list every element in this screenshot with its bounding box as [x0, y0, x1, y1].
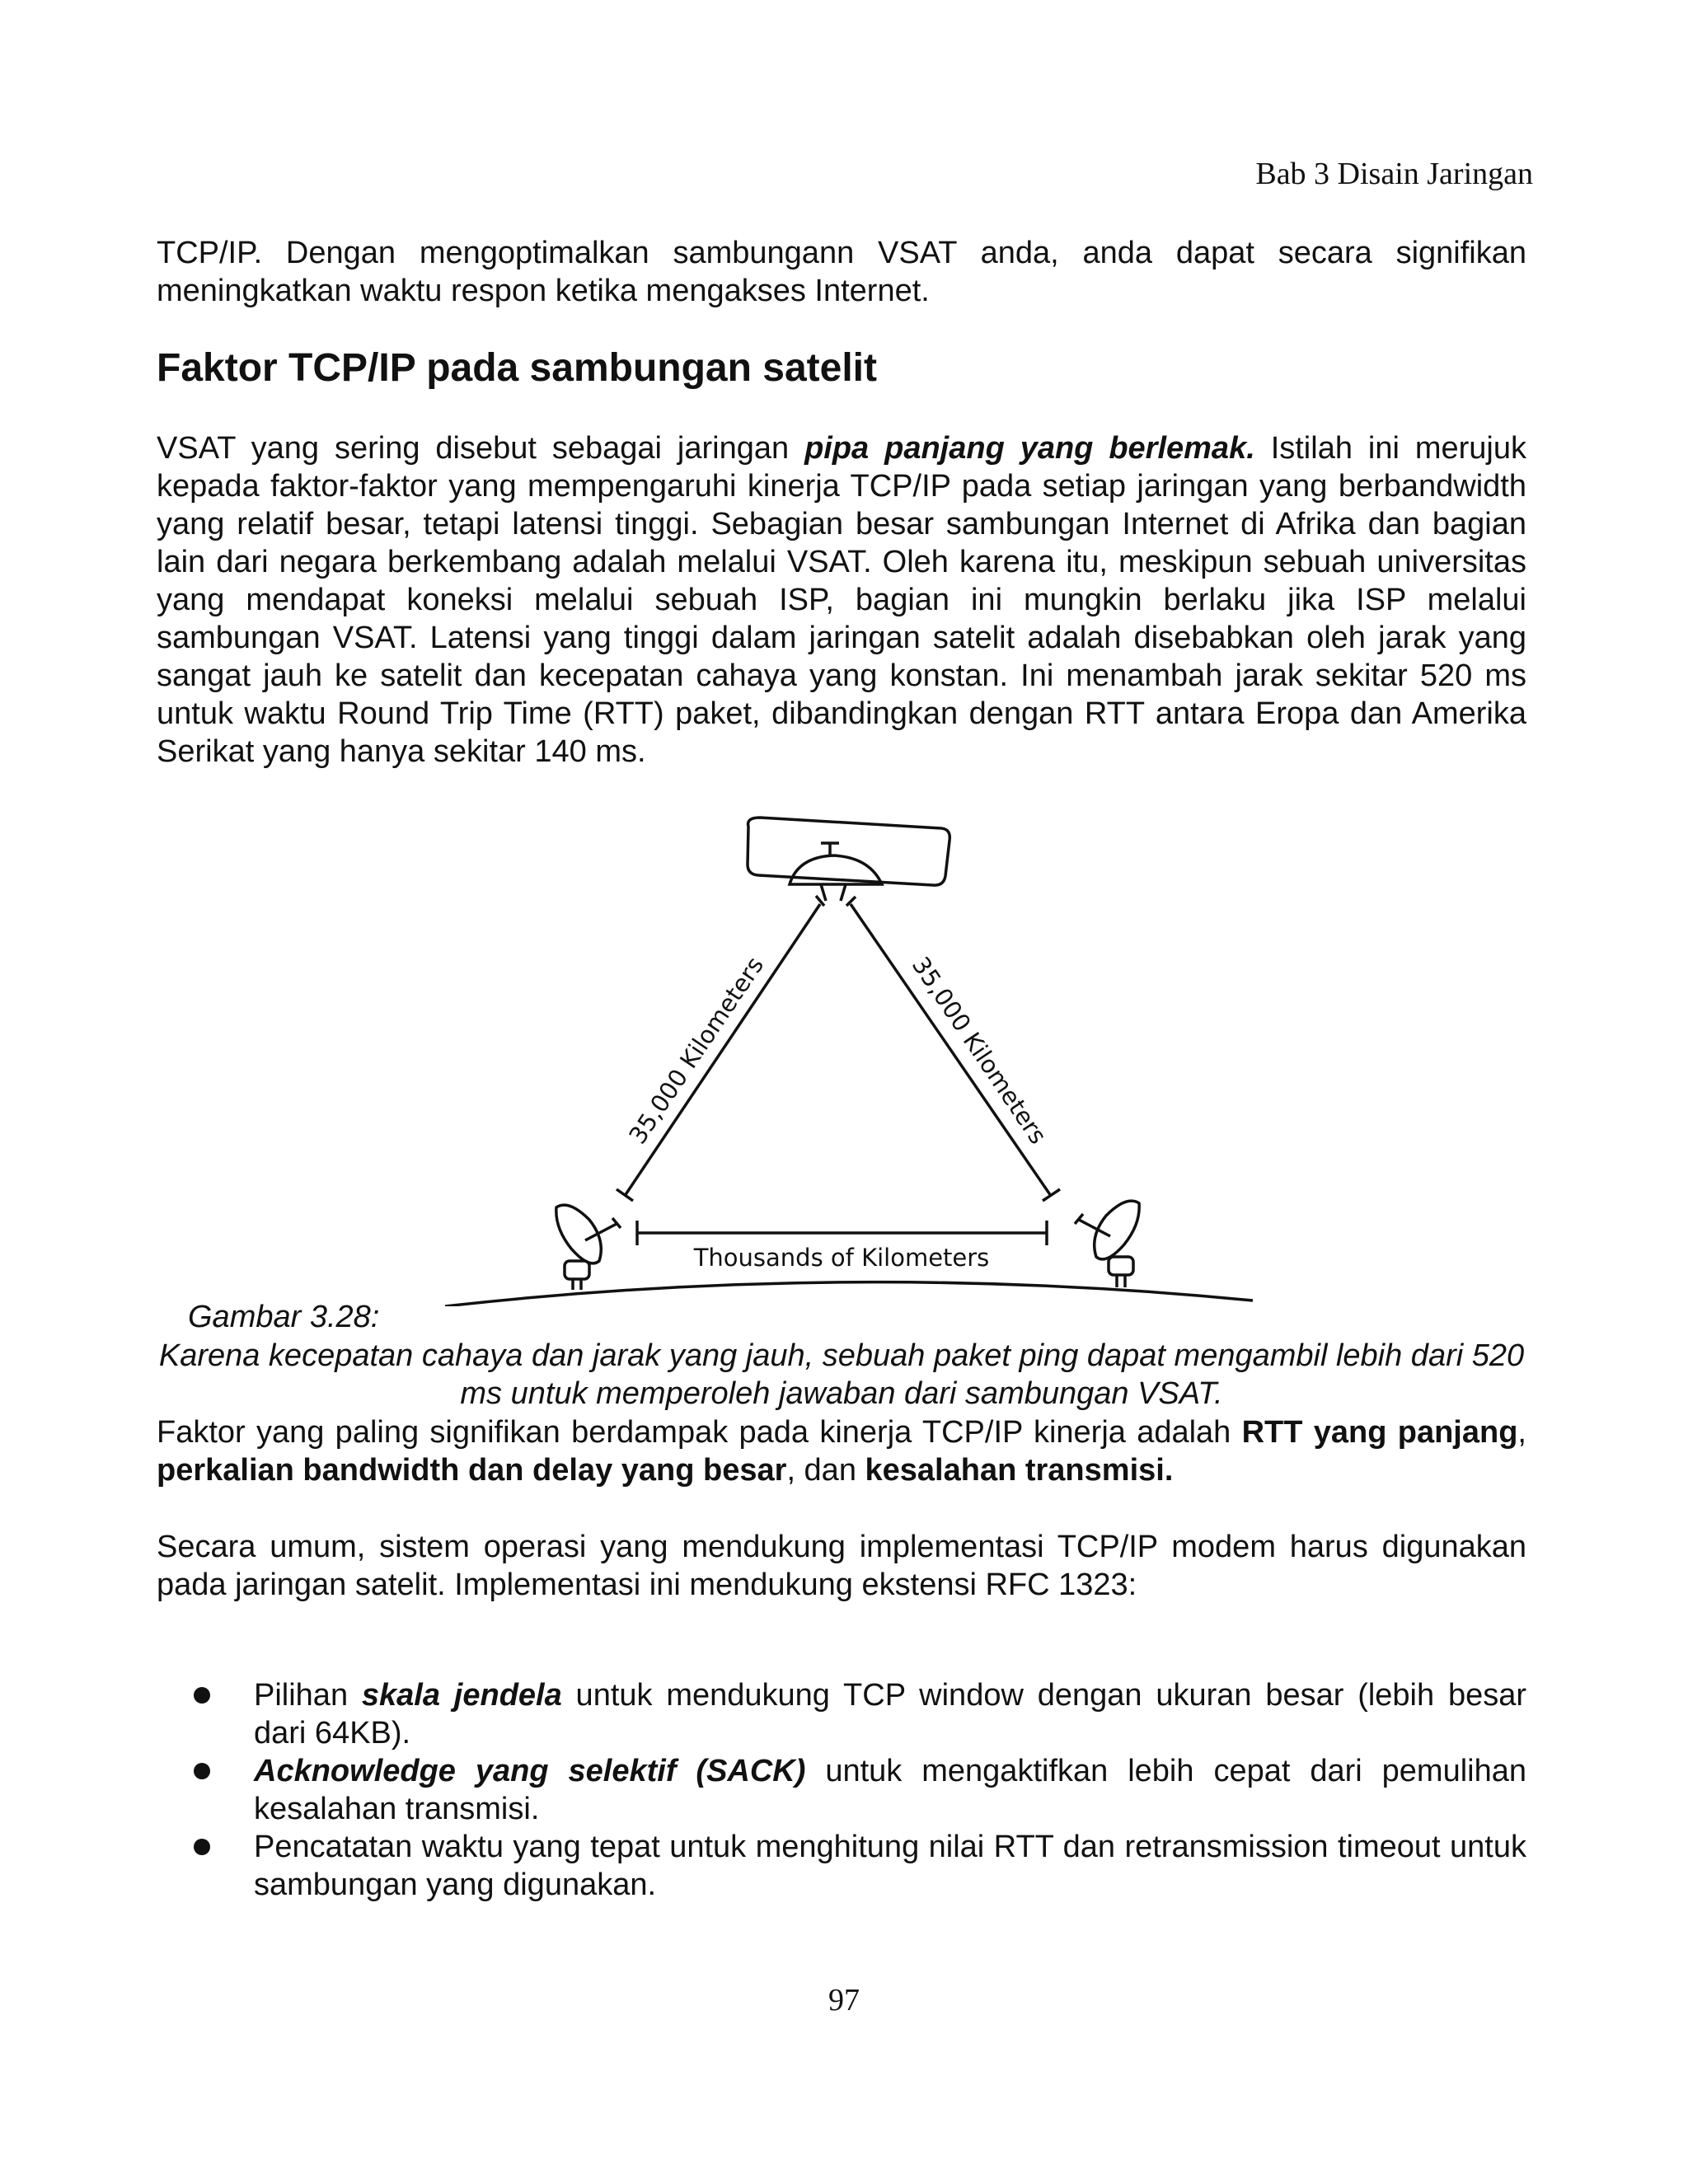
para2-text-2: , [1517, 1415, 1526, 1450]
vsat-latency-figure [437, 812, 1261, 1306]
paragraph-rfc: Secara umum, sistem operasi yang mendukung implementasi TCP/IP modem harus digunakan pada jaringan satelit. Implementasi ini mendukung ekstensi RFC 1323: [157, 1530, 1526, 1602]
running-header: Bab 3 Disain Jaringan [1255, 157, 1533, 191]
earth-surface [445, 1282, 1253, 1306]
right-distance-line [851, 904, 1051, 1196]
right-ground-dish [1075, 1201, 1139, 1287]
bullet-icon [194, 1763, 210, 1779]
satellite-diagram [437, 812, 1261, 1306]
bullet-text-emphasis: skala jendela [361, 1678, 562, 1713]
satellite-panel [748, 818, 950, 885]
para2-bold-2: perkalian bandwidth dan delay yang besar [157, 1453, 787, 1488]
bullet-text-emphasis: Acknowledge yang selektif (SACK) [254, 1754, 806, 1788]
para2-text-1: Faktor yang paling signifikan berdampak pada kinerja TCP/IP kinerja adalah [157, 1415, 1242, 1450]
figure-caption: Karena kecepatan cahaya dan jarak yang jauh, sebuah paket ping dapat mengambil lebih dari 520 ms untuk memperoleh jawaban dari sambungan VSAT. [158, 1338, 1525, 1411]
para2-text-3: , dan [786, 1453, 865, 1488]
figure-number: Gambar 3.28: [188, 1300, 380, 1334]
left-distance-label: 35,000 Kilometers [623, 951, 770, 1150]
rfc-extension-list [157, 1676, 1526, 1904]
paragraph-latency [157, 429, 1526, 771]
left-distance-line [625, 904, 820, 1196]
bullet-text-post: untuk mendukung TCP window dengan ukuran besar (lebih besar dari 64KB). [254, 1678, 1527, 1750]
right-distance-label: 35,000 Kilometers [906, 951, 1053, 1150]
list-item [157, 1676, 1526, 1752]
list-item [157, 1828, 1526, 1904]
bullet-text-pre: Pencatatan waktu yang tepat untuk menghitung nilai RTT dan retransmission timeout untuk sambungan yang digunakan. [254, 1830, 1526, 1902]
para1-rest: Istilah ini merujuk kepada faktor-faktor yang mempengaruhi kinerja TCP/IP pada setiap jaringan yang berbandwidth yang relatif besar, tetapi latensi tinggi. Sebagian besar sambungan Internet di Afrika dan bagian lain dari negara berkembang adalah melalui VSAT. Oleh karena itu, meskipun sebuah universitas yang mendapat koneksi melalui sebuah ISP, bagian ini mungkin berlaku jika ISP melalui sambungan VSAT. Latensi yang tinggi dalam jaringan satelit adalah disebabkan oleh jarak yang sangat jauh ke satelit dan kecepatan cahaya yang konstan. Ini menambah jarak sekitar 520 ms untuk waktu Round Trip Time (RTT) paket, dibandingkan dengan RTT antara Eropa dan Amerika Serikat yang hanya sekitar 140 ms. [157, 431, 1526, 769]
para1-lead: VSAT yang sering disebut sebagai jaringan [157, 431, 805, 466]
bullet-icon [194, 1687, 210, 1704]
bullet-icon [194, 1839, 210, 1855]
para1-emphasis: pipa panjang yang berlemak. [804, 431, 1255, 466]
intro-paragraph: TCP/IP. Dengan mengoptimalkan sambungann VSAT anda, anda dapat secara signifikan meningkatkan waktu respon ketika mengakses Internet. [157, 236, 1526, 308]
ground-distance-label: Thousands of Kilometers [693, 1244, 990, 1272]
para2-bold-3: kesalahan transmisi. [865, 1453, 1174, 1488]
left-ground-dish [556, 1205, 621, 1290]
page-number: 97 [828, 1983, 860, 2018]
paragraph-factors [157, 1413, 1526, 1489]
bullet-text-post: untuk mengaktifkan lebih cepat dari pemulihan kesalahan transmisi. [254, 1754, 1526, 1826]
para2-bold-1: RTT yang panjang [1241, 1415, 1518, 1450]
list-item [157, 1752, 1526, 1828]
bullet-text-pre: Pilihan [254, 1678, 362, 1713]
section-heading: Faktor TCP/IP pada sambungan satelit [157, 346, 877, 390]
